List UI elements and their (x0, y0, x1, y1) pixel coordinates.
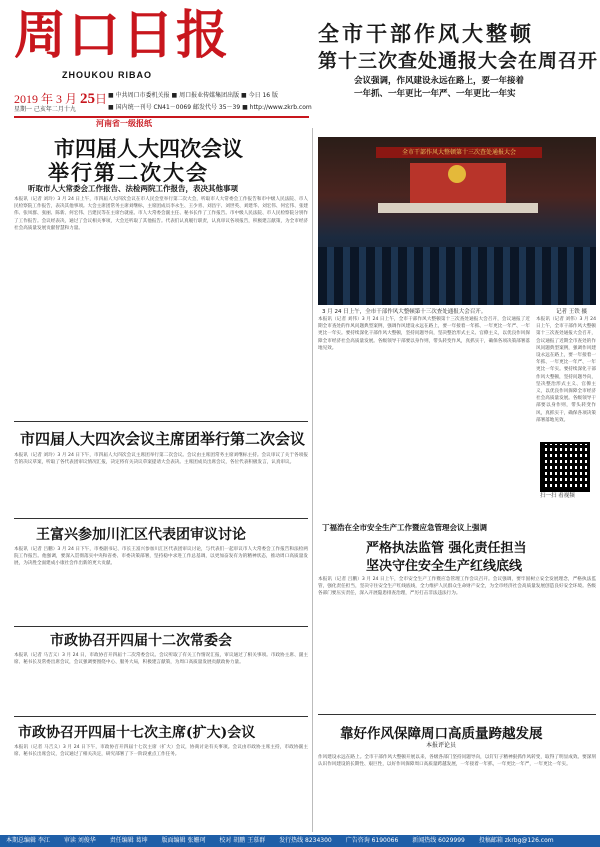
footer-item: 责任编辑 葛坤 (109, 837, 148, 844)
footer-item: 版面编辑 张姗珂 (161, 837, 206, 844)
art7-body: 本报讯（记者 吕鹏）3 月 24 日上午，全市安全生产工作暨应急管理工作会议召开。会议强调，要牢固树立安全发展理念，严格执法监管，强化责任担当，坚决守住安全生产红线底线，全力维护人民群众生命财产安全，为全市经济社会高质量发展创造良好安全环境。各级各部门要压实责任，深入开展隐患排查治理，严厉打击非法违法行为。 (318, 577, 596, 597)
art5-body: 本报讯（记者 马吉义）3 月 24 日下午，市政协召开四届十七次主席（扩大）会议，协商讨论有关事项。会议由市政协主席主持，市政协副主席、秘书长出席会议，会议通过了相关决定，研究部署了下一阶段重点工作任务。 (14, 745, 308, 758)
footer-item: 发行热线 8234300 (279, 837, 332, 844)
meeting-photo (318, 137, 596, 305)
photographer: 记者 王铁 摄 (556, 309, 587, 315)
art3-body: 本报讯（记者 吕鹏）3 月 24 日下午，市委副书记、市长王富兴参加川汇区代表团审议讨论，与代表们一起审议市人大常委会工作报告和法检两院工作报告。他强调，要深入贯彻落实中央和省委、市委决策部署，坚持稳中求进工作总基调，以更加奋发有为的精神状态，推动周口高质量发展，为决胜全面建成小康社会作出新的更大贡献。 (14, 547, 308, 567)
art1-subtitle: 听取市人大常委会工作报告、法检两院工作报告，表决其他事项 (28, 184, 238, 193)
footer-item: 校对 胡鹏 王慕群 (219, 837, 266, 844)
newspaper-pinyin: ZHOUKOU RIBAO (62, 70, 152, 80)
cn-number: ■ 国内统一刊号 CN41－0069 邮发代号 35－39 ■ http://www.zkrb.com (108, 104, 312, 111)
art2-body: 本报讯（记者 刘玲）3 月 24 日下午，市四届人大四次会议主席团举行第二次会议。会议由主席团常务主席刘继标主持。会议审议了关于各项报告的决议草案，听取了各代表团审议情况汇报，决定将有关决议草案提请大会表决。主席团成员出席会议，各位代表积极发言，认真审议。 (14, 453, 308, 466)
footer-item: 新闻热线 6029999 (412, 837, 465, 844)
art7-title-2: 坚决守住安全生产红线底线 (366, 559, 523, 574)
emblem-icon (448, 165, 466, 183)
art4-title: 市政协召开四届十二次常委会 (50, 633, 232, 649)
art7-kicker: 丁福浩在全市安全生产工作暨应急管理会议上强调 (322, 523, 487, 532)
footer-item: 投稿邮箱 zkrbg@126.com (478, 837, 554, 844)
footer-item: 审读 刘俊华 (63, 837, 96, 844)
qr-caption: 扫一扫 看视频 (540, 493, 575, 499)
art8-body: 作风建设永远在路上。全市干部作风大整顿开展以来，各级各部门坚持问题导向，以钉钉子精神狠抓作风转变，取得了明显成效。要深刻认识作风建设的长期性、艰巨性，以好作风保障周口高质量跨越发展，一年接着一年抓，一年更比一年严，一年更比一年实。 (318, 755, 596, 768)
art3-title: 王富兴参加川汇区代表团审议讨论 (36, 527, 246, 543)
lead-sub-2: 一年抓、一年更比一年严、一年更比一年实 (354, 89, 516, 99)
publisher-label: ■ 中共周口市委机关报 ■ 周口报业传媒集团出版 ■ 今日 16 版 (108, 92, 279, 99)
lead-title-2: 第十三次查处通报大会在周召开 (318, 50, 599, 72)
art2-title: 市四届人大四次会议主席团举行第二次会议 (20, 430, 306, 448)
newspaper-title: 周口日报 (14, 5, 231, 66)
footer-bar (0, 835, 600, 847)
footer-item: 本期总编辑 李江 (6, 837, 50, 844)
stage-table (378, 203, 538, 213)
weekday-line: 星期一 己亥年二月十九 (14, 106, 76, 113)
lead-title-1: 全市干部作风大整顿 (318, 21, 534, 46)
art6-body-cont: 本报讯（记者 刘伟）3 月 24 日上午，全市干部作风大整顿第十三次查处通报大会召开，会议通报了近期全市查处的作风问题典型案例，强调作风建设永远在路上，要一年接着一年抓、一年更比一年严、一年更比一年实。要持续深化干部作风大整顿，坚持问题导向，坚决整治形式主义、官僚主义，以优良作风保障全市经济社会高质量发展。各级领导干部要以身作则，带头转变作风，真抓实干，确保各项决策部署落地见效。 (536, 317, 596, 423)
photo-caption: 3 月 24 日上午，全市干部作风大整顿第十三次查处通报大会召开。 (322, 309, 487, 315)
art1-title-2: 举行第二次大会 (48, 160, 209, 185)
art4-body: 本报讯（记者 马吉义）3 月 24 日，市政协召开四届十二次常委会议。会议听取了有关工作情况汇报，审议通过了相关事项。市政协主席、副主席、秘书长及常委出席会议，会议强调要围绕中心、服务大局，积极建言献策，为周口高质量发展贡献政协力量。 (14, 653, 308, 666)
art7-title-1: 严格执法监管 强化责任担当 (366, 541, 527, 556)
art6-body: 本报讯（记者 刘伟）3 月 24 日上午，全市干部作风大整顿第十三次查处通报大会召开，会议通报了近期全市查处的作风问题典型案例，强调作风建设永远在路上，要一年接着一年抓、一年更比一年严、一年更比一年实。要持续深化干部作风大整顿，坚持问题导向，坚决整治形式主义、官僚主义，以优良作风保障全市经济社会高质量发展。各级领导干部要以身作则，带头转变作风，真抓实干，确保各项决策部署落地见效。 (318, 317, 530, 351)
issue-date: 2019 年 3 月 25日 (14, 91, 108, 107)
art1-body: 本报讯（记者 刘玲）3 月 24 日上午，市四届人大四次会议在市人民会堂举行第二次大会，听取市人大常委会工作报告和市中级人民法院、市人民检察院工作报告，表决其他事项。大会主席团常务主席刘继标，主席团成员李永生、王少青、刘昌宇、刘世英、刘建华、刘宏伟、何宏伟、张建伟、张凤群、张丽、陈新、何宏伟、吕建民等在主席台就座。市人大常委会副主任、秘书长作了工作报告。市中级人民法院、市人民检察院分别作了工作报告。会议经表决，通过了会议相关事项，大会还听取了其他报告。代表们认真履行职责，认真审议各项报告，积极建言献策，为全市经济社会高质量发展贡献智慧和力量。 (14, 197, 308, 231)
audience-seats (318, 247, 596, 305)
lead-sub-1: 会议强调，作风建设永远在路上，要一年接着 (354, 76, 525, 86)
art8-byline: 本报评论员 (426, 742, 457, 749)
art8-title: 靠好作风保障周口高质量跨越发展 (340, 726, 543, 742)
photo-banner: 全市干部作风大整顿第十三次查处通报大会 (376, 147, 542, 158)
badge: 河南省一级报纸 (96, 118, 152, 128)
art5-title: 市政协召开四届十七次主席(扩大)会议 (18, 725, 256, 741)
qr-code[interactable] (540, 442, 590, 492)
footer-item: 广告咨询 6190066 (345, 837, 399, 844)
art1-title-1: 市四届人大四次会议 (54, 136, 243, 161)
